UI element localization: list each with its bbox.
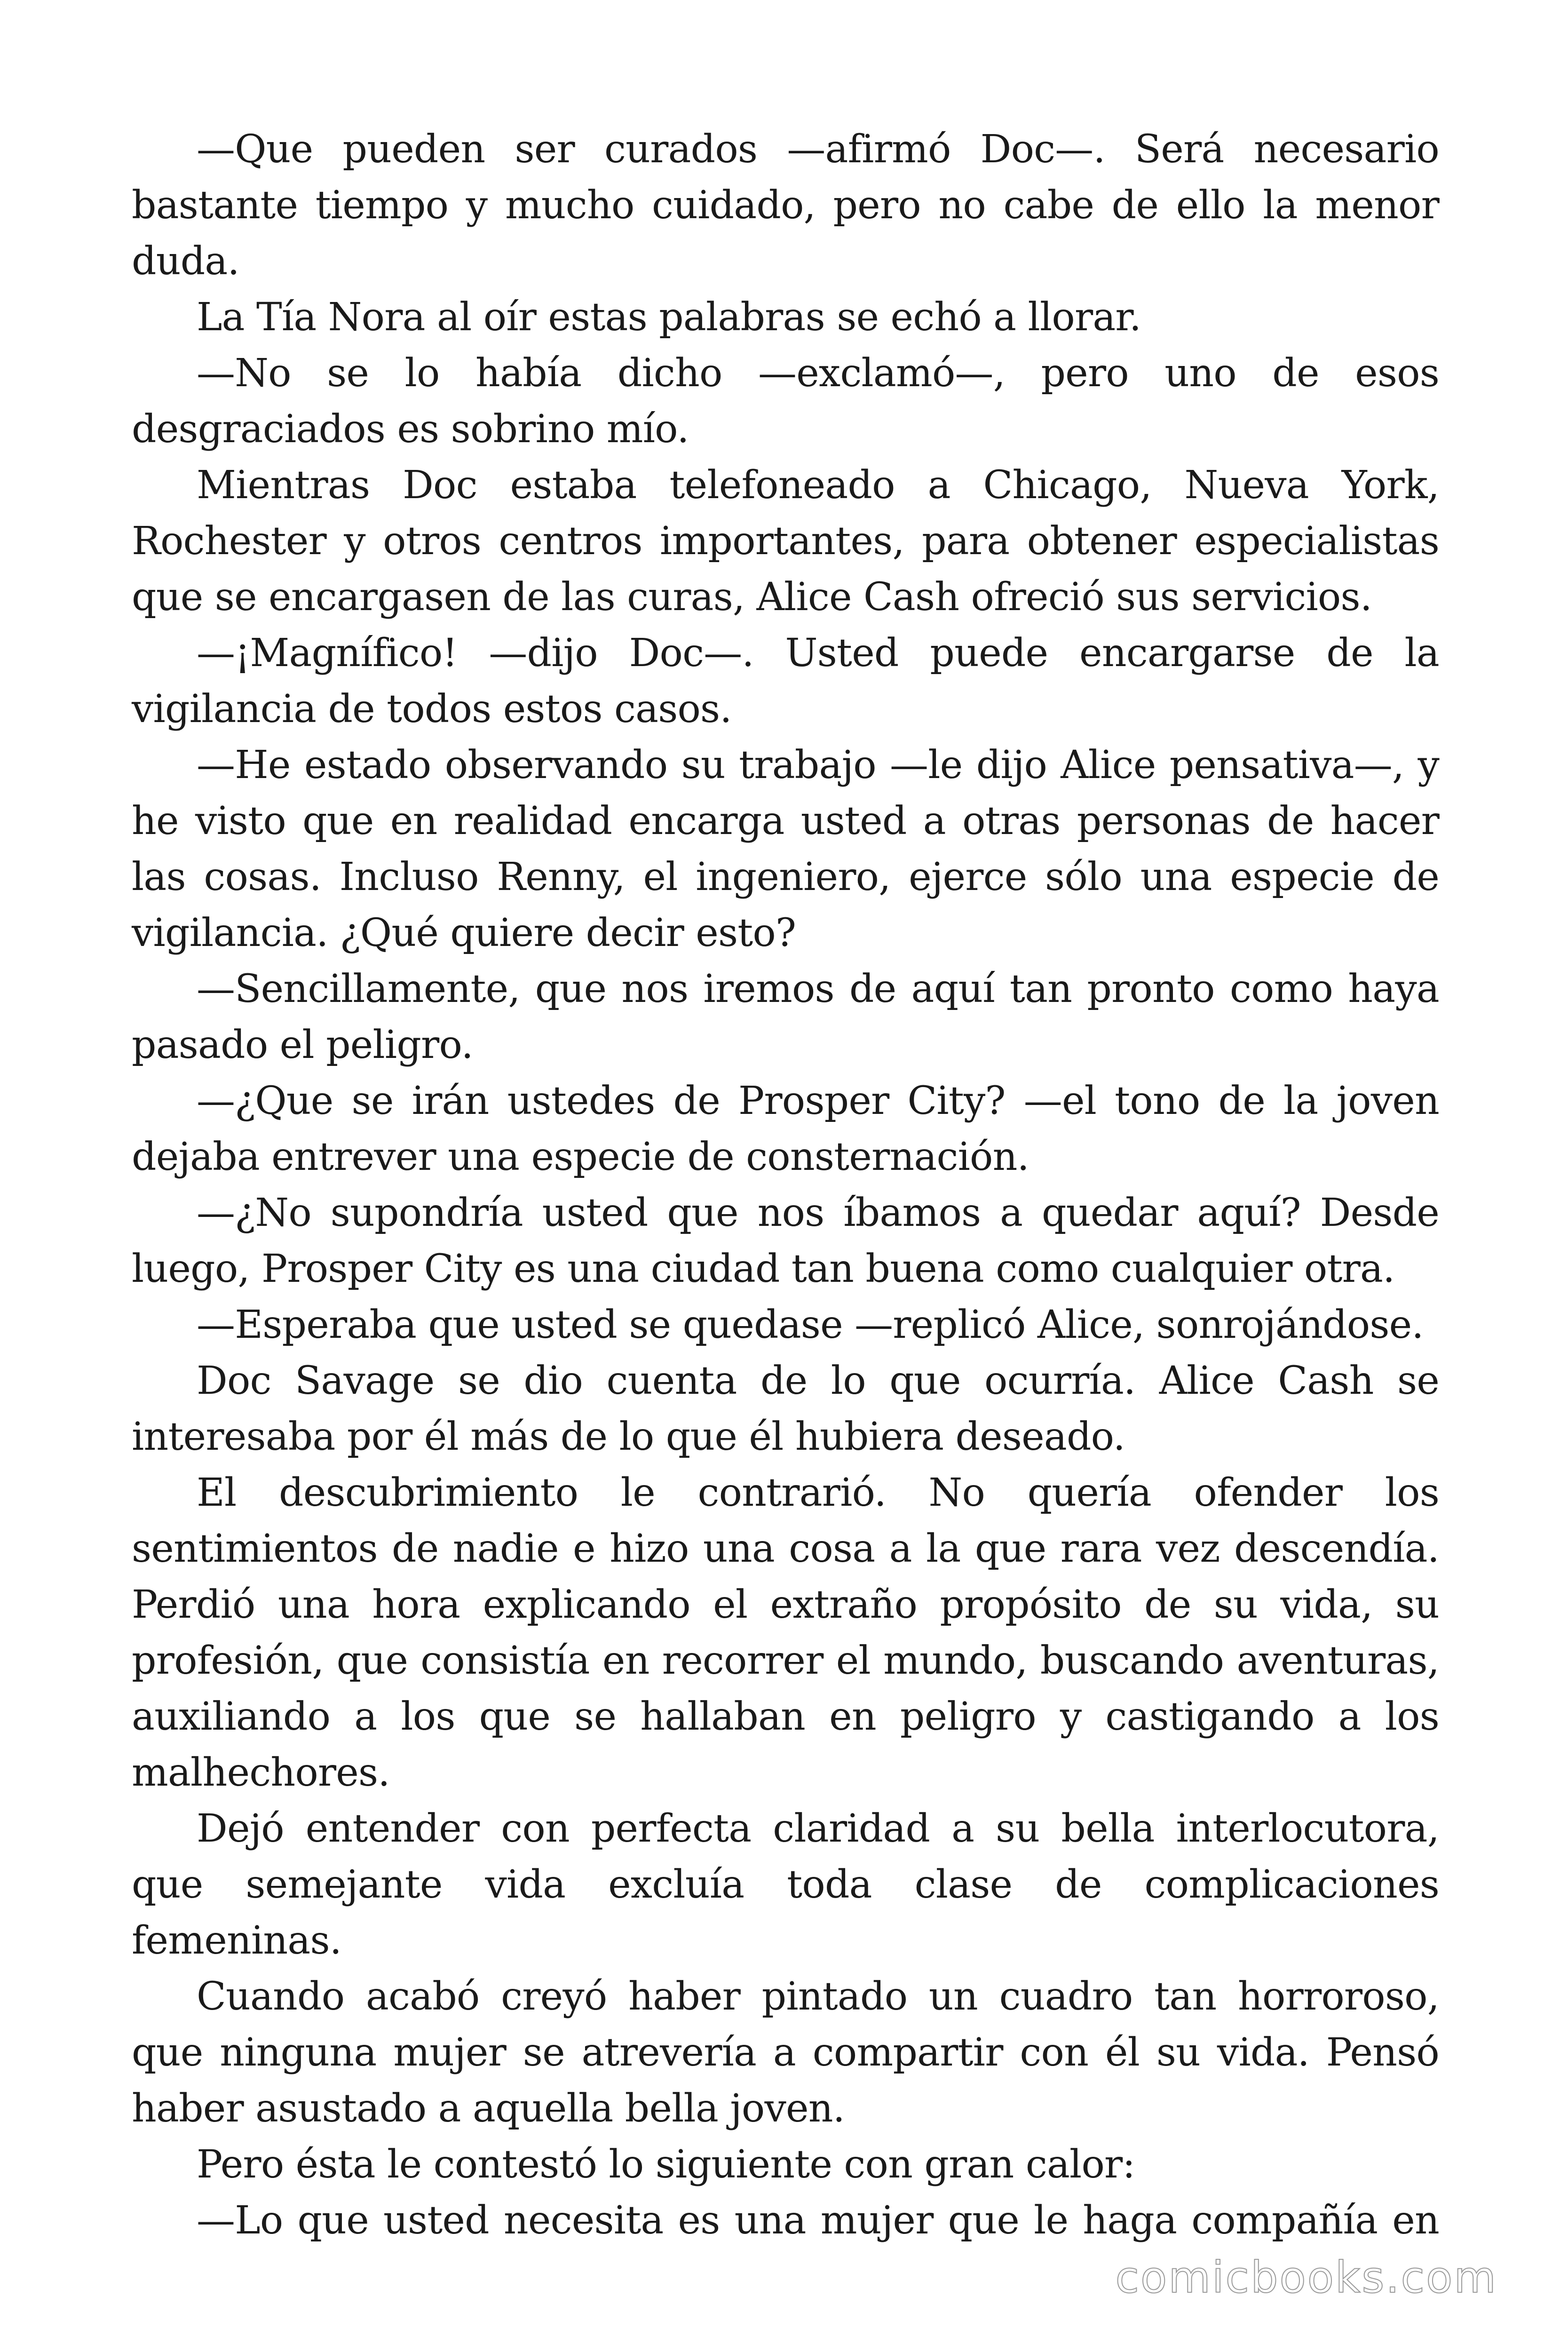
paragraph-13: Dejó entender con perfecta claridad a su bella interlocutora, que semejante vida excluía toda clase de complicaciones femeninas.: [132, 1806, 1439, 1963]
paragraph-11: Doc Savage se dio cuenta de lo que ocurría. Alice Cash se interesaba por él más de lo que él hubiera deseado.: [132, 1359, 1439, 1459]
paragraph-2: La Tía Nora al oír estas palabras se echó a llorar.: [197, 295, 1141, 340]
paragraph-3: —No se lo había dicho —exclamó—, pero uno de esos desgraciados es sobrino mío.: [132, 351, 1439, 452]
paragraph-14: Cuando acabó creyó haber pintado un cuadro tan horroroso, que ninguna mujer se atrevería a compartir con él su vida. Pensó haber asustado a aquella bella joven.: [132, 1974, 1439, 2131]
paragraph-15: Pero ésta le contestó lo siguiente con gran calor:: [197, 2142, 1135, 2187]
paragraph-6: —He estado observando su trabajo —le dijo Alice pensativa—, y he visto que en realidad encarga usted a otras personas de hacer las cosas. Incluso Renny, el ingeniero, ejerce sólo una especie de vigilancia. ¿Qué quiere decir esto?: [132, 743, 1439, 955]
body-text: [132, 121, 1439, 2249]
paragraph-16: —Lo que usted necesita es una mujer que le haga compañía en: [197, 2198, 1439, 2243]
watermark-text: comicbooks.com: [1115, 2252, 1497, 2303]
paragraph-7: —Sencillamente, que nos iremos de aquí tan pronto como haya pasado el peligro.: [132, 967, 1439, 1067]
paragraph-4: Mientras Doc estaba telefoneado a Chicago, Nueva York, Rochester y otros centros importantes, para obtener especialistas que se encargasen de las curas, Alice Cash ofreció sus servicios.: [132, 463, 1439, 620]
paragraph-9: —¿No supondría usted que nos íbamos a quedar aquí? Desde luego, Prosper City es una ciudad tan buena como cualquier otra.: [132, 1191, 1439, 1291]
paragraph-12: El descubrimiento le contrarió. No quería ofender los sentimientos de nadie e hizo una cosa a la que rara vez descendía. Perdió una hora explicando el extraño propósito de su vida, su profesión, que consistía en recorrer el mundo, buscando aventuras, auxiliando a los que se hallaban en peligro y castigando a los malhechores.: [132, 1470, 1439, 1795]
paragraph-5: —¡Magnífico! —dijo Doc—. Usted puede encargarse de la vigilancia de todos estos casos.: [132, 631, 1439, 731]
paragraph-10: —Esperaba que usted se quedase —replicó Alice, sonrojándose.: [197, 1303, 1424, 1347]
paragraph-8: —¿Que se irán ustedes de Prosper City? —el tono de la joven dejaba entrever una especie de consternación.: [132, 1079, 1439, 1179]
paragraph-1: —Que pueden ser curados —afirmó Doc—. Será necesario bastante tiempo y mucho cuidado, pero no cabe de ello la menor duda.: [132, 127, 1439, 284]
